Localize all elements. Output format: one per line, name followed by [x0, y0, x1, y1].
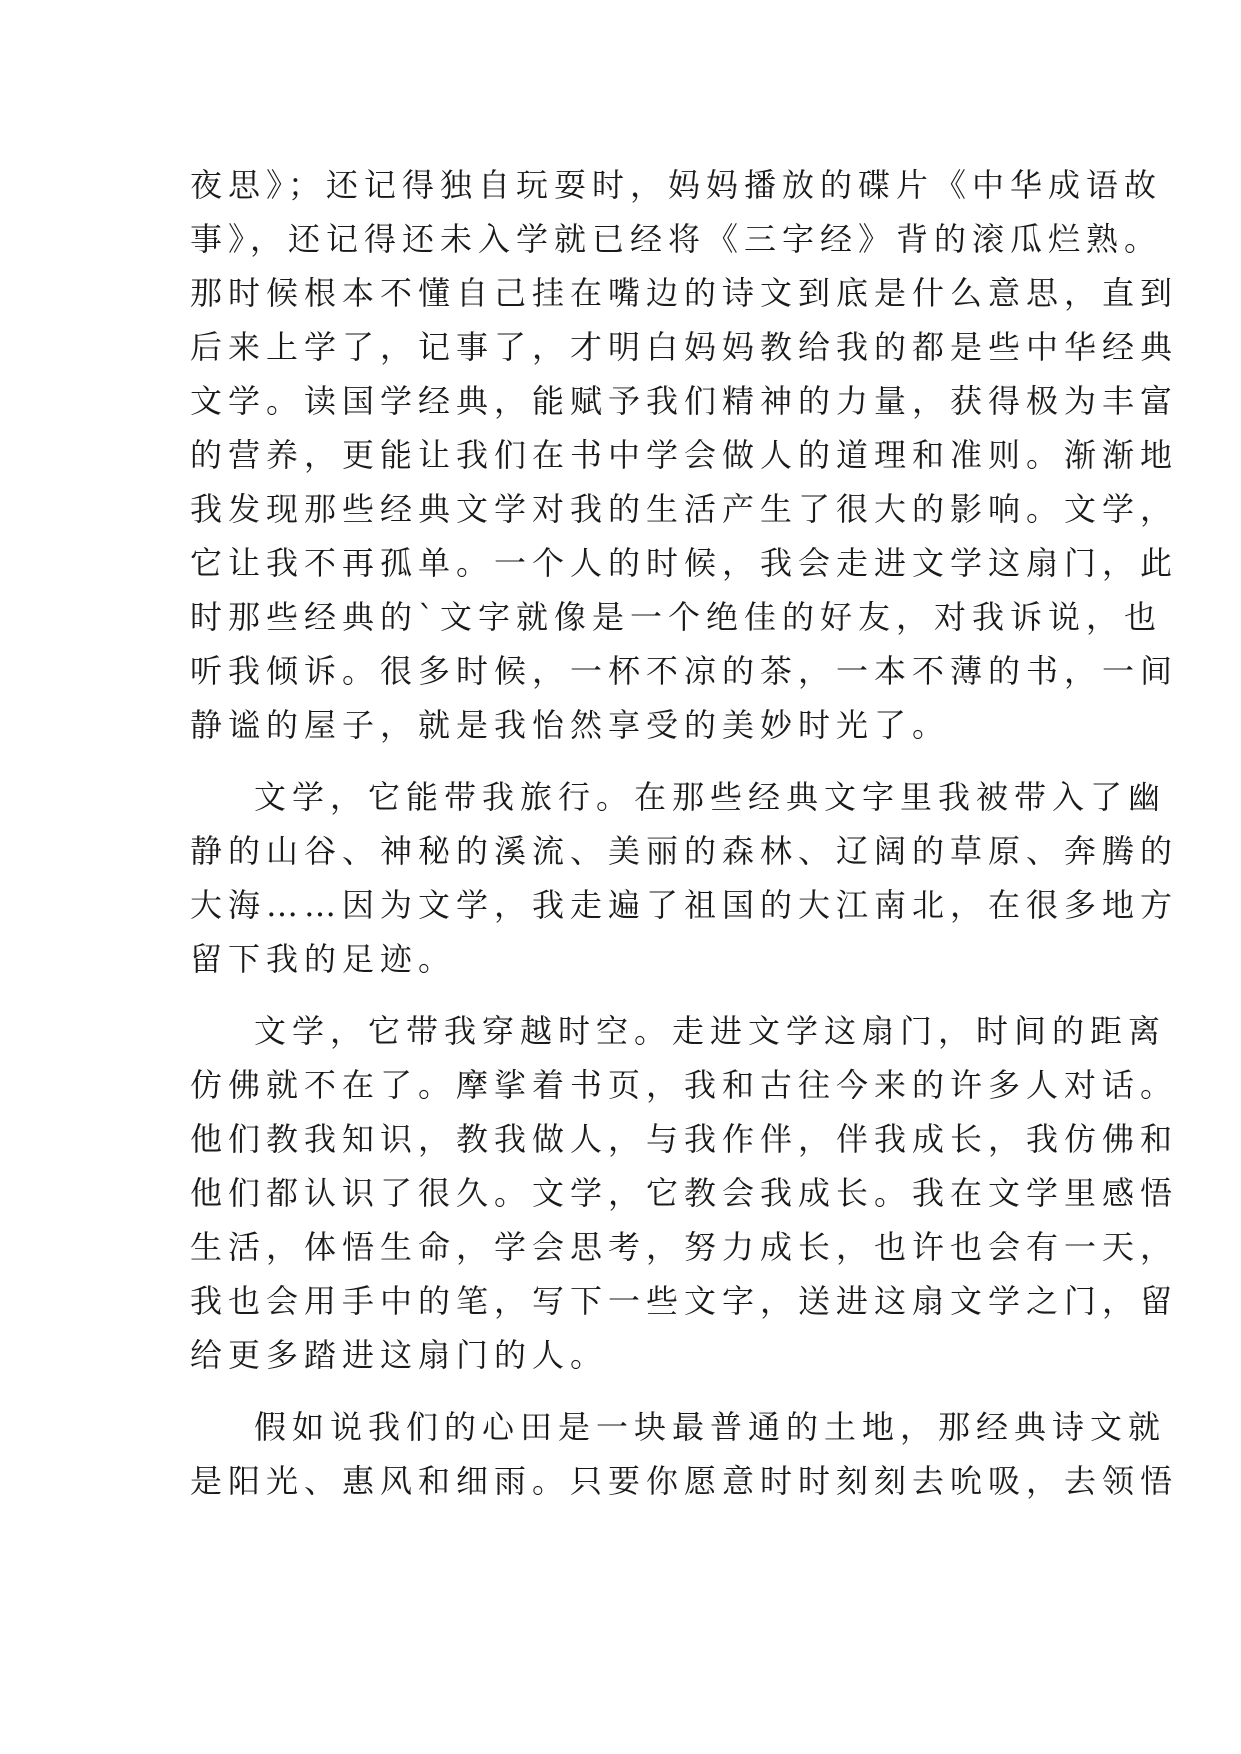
document-body — [190, 158, 1179, 1508]
text-line: 是阳光、惠风和细雨。只要你愿意时时刻刻去吮吸，去领悟 — [190, 1462, 1179, 1500]
text-line: 文学。读国学经典，能赋予我们精神的力量，获得极为丰富 — [190, 382, 1179, 420]
paragraph — [190, 158, 1179, 752]
text-line: 我也会用手中的笔，写下一些文字，送进这扇文学之门，留 — [190, 1282, 1179, 1320]
text-line: 我发现那些经典文学对我的生活产生了很大的影响。文学， — [190, 490, 1179, 528]
paragraph — [190, 1004, 1179, 1382]
text-line: 生活，体悟生命，学会思考，努力成长，也许也会有一天， — [190, 1228, 1179, 1266]
text-line: 给更多踏进这扇门的人。 — [190, 1336, 609, 1374]
text-line: 那时候根本不懂自己挂在嘴边的诗文到底是什么意思，直到 — [190, 274, 1179, 312]
text-line: 静的山谷、神秘的溪流、美丽的森林、辽阔的草原、奔腾的 — [190, 832, 1179, 870]
text-line: 他们教我知识，教我做人，与我作伴，伴我成长，我仿佛和 — [190, 1120, 1179, 1158]
text-line: 文学，它能带我旅行。在那些经典文字里我被带入了幽 — [254, 778, 1167, 816]
paragraph-spacing — [190, 752, 1070, 770]
text-line: 文学，它带我穿越时空。走进文学这扇门，时间的距离 — [254, 1012, 1167, 1050]
text-line: 大海……因为文学，我走遍了祖国的大江南北，在很多地方 — [190, 886, 1179, 924]
text-line: 听我倾诉。很多时候，一杯不凉的茶，一本不薄的书，一间 — [190, 652, 1179, 690]
text-line: 他们都认识了很久。文学，它教会我成长。我在文学里感悟 — [190, 1174, 1179, 1212]
text-line: 它让我不再孤单。一个人的时候，我会走进文学这扇门，此 — [190, 544, 1179, 582]
paragraph — [190, 1400, 1179, 1508]
text-line: 留下我的足迹。 — [190, 940, 457, 978]
paragraph-spacing — [190, 1382, 1070, 1400]
paragraph-spacing — [190, 986, 1070, 1004]
text-line: 事》，还记得还未入学就已经将《三字经》背的滚瓜烂熟。 — [190, 220, 1163, 258]
text-line: 仿佛就不在了。摩挲着书页，我和古往今来的许多人对话。 — [190, 1066, 1179, 1104]
paragraph — [190, 770, 1179, 986]
text-line: 夜思》；还记得独自玩耍时，妈妈播放的碟片《中华成语故 — [190, 166, 1163, 204]
text-line: 时那些经典的`文字就像是一个绝佳的好友，对我诉说，也 — [190, 598, 1163, 636]
text-line: 后来上学了，记事了，才明白妈妈教给我的都是些中华经典 — [190, 328, 1179, 366]
text-line: 静谧的屋子，就是我怡然享受的美妙时光了。 — [190, 706, 951, 744]
text-line: 假如说我们的心田是一块最普通的土地，那经典诗文就 — [254, 1408, 1167, 1446]
text-line: 的营养，更能让我们在书中学会做人的道理和准则。渐渐地 — [190, 436, 1179, 474]
